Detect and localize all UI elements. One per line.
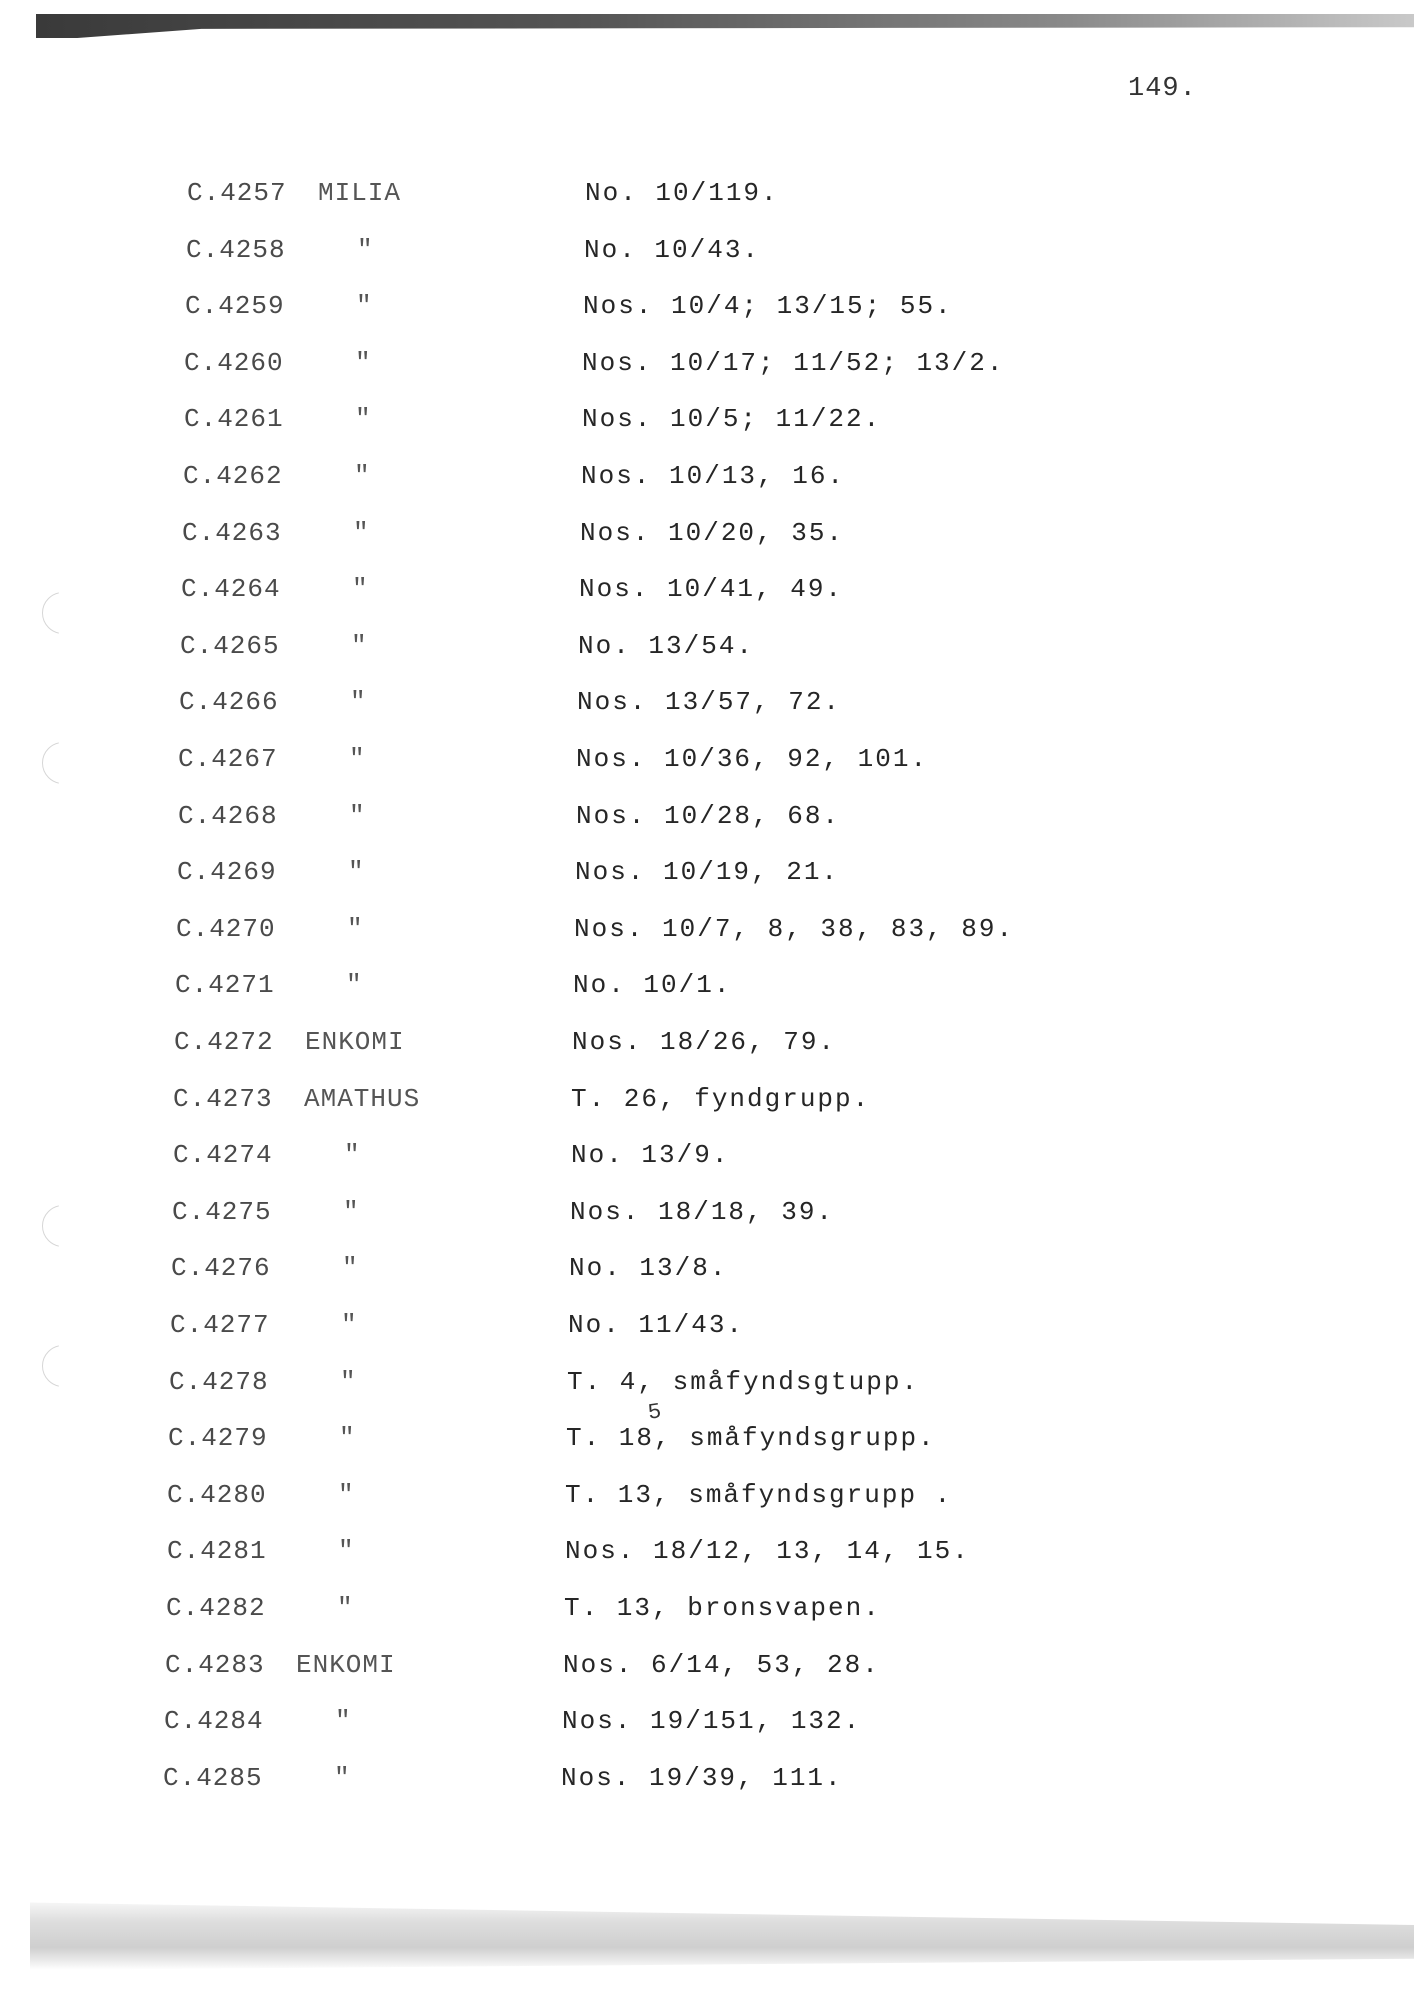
site-name: " [340, 1366, 357, 1397]
catalogue-number: C.4277 [170, 1310, 270, 1340]
catalogue-entry [0, 914, 1414, 954]
catalogue-entry [0, 291, 1414, 331]
catalogue-number: C.4260 [184, 347, 284, 378]
site-name: " [351, 630, 368, 661]
catalogue-number: C.4280 [167, 1479, 267, 1510]
site-name: " [350, 687, 367, 718]
site-name: " [347, 913, 364, 944]
catalogue-number: C.4258 [186, 234, 286, 265]
catalogue-entry [0, 687, 1414, 727]
catalogue-number: C.4259 [185, 291, 285, 322]
object-reference: No. 13/54. [578, 630, 755, 661]
site-name: " [357, 234, 374, 265]
object-reference: T. 13, småfyndsgrupp . [565, 1479, 953, 1510]
object-reference: Nos. 10/41, 49. [579, 574, 844, 605]
site-name: " [349, 800, 366, 831]
site-name: " [344, 1140, 361, 1171]
site-name: " [352, 574, 369, 605]
catalogue-entry [0, 235, 1414, 275]
handwritten-correction: 5 [646, 1399, 663, 1426]
catalogue-entry [0, 970, 1414, 1010]
site-name: " [346, 970, 363, 1001]
object-reference: No. 11/43. [568, 1310, 745, 1340]
catalogue-entry [0, 1253, 1414, 1293]
object-reference: Nos. 10/36, 92, 101. [576, 744, 929, 774]
catalogue-number: C.4285 [163, 1762, 263, 1793]
catalogue-entry [0, 1650, 1414, 1690]
catalogue-number: C.4265 [180, 630, 280, 661]
catalogue-number: C.4279 [168, 1423, 268, 1454]
page-number: 149. [1128, 74, 1197, 104]
catalogue-number: C.4282 [166, 1593, 266, 1623]
site-name: " [342, 1253, 359, 1284]
catalogue-entry [0, 1084, 1414, 1124]
catalogue-number: C.4274 [173, 1140, 273, 1171]
object-reference: No. 13/8. [569, 1253, 728, 1284]
catalogue-number: C.4266 [179, 687, 279, 718]
catalogue-entry [0, 1197, 1414, 1237]
site-name: " [355, 347, 372, 378]
object-reference: Nos. 6/14, 53, 28. [563, 1649, 880, 1680]
object-reference: Nos. 13/57, 72. [577, 687, 842, 718]
object-reference: T. 18, småfyndsgrupp. [566, 1423, 936, 1454]
object-reference: T. 13, bronsvapen. [564, 1593, 881, 1623]
catalogue-entry [0, 461, 1414, 501]
object-reference: Nos. 10/17; 11/52; 13/2. [582, 347, 1005, 378]
object-reference: Nos. 10/5; 11/22. [582, 404, 882, 435]
site-name: " [338, 1479, 355, 1510]
site-name: ENKOMI [305, 1027, 405, 1057]
object-reference: Nos. 18/12, 13, 14, 15. [565, 1536, 970, 1567]
object-reference: Nos. 10/20, 35. [580, 517, 845, 548]
object-reference: Nos. 18/26, 79. [572, 1027, 837, 1057]
catalogue-number: C.4264 [181, 574, 281, 605]
catalogue-number: C.4262 [183, 461, 283, 491]
object-reference: Nos. 10/7, 8, 38, 83, 89. [574, 913, 1015, 944]
catalogue-entry [0, 348, 1414, 388]
catalogue-number: C.4273 [173, 1083, 273, 1114]
catalogue-number: C.4272 [174, 1027, 274, 1057]
site-name: " [334, 1762, 351, 1793]
catalogue-entry [0, 631, 1414, 671]
site-name: " [356, 291, 373, 322]
object-reference: T. 4, småfyndsgtupp. [567, 1366, 920, 1397]
site-name: " [341, 1310, 358, 1340]
catalogue-entry [0, 574, 1414, 614]
catalogue-number: C.4261 [184, 404, 284, 435]
site-name: " [337, 1593, 354, 1623]
catalogue-number: C.4275 [172, 1196, 272, 1227]
object-reference: Nos. 10/28, 68. [576, 800, 841, 831]
catalogue-entry [0, 1593, 1414, 1633]
catalogue-number: C.4269 [177, 857, 277, 888]
catalogue-entry [0, 801, 1414, 841]
catalogue-entry [0, 1763, 1414, 1803]
catalogue-entry [0, 1536, 1414, 1576]
object-reference: Nos. 10/13, 16. [581, 461, 846, 491]
catalogue-entry [0, 1480, 1414, 1520]
catalogue-number: C.4268 [178, 800, 278, 831]
catalogue-entry [0, 178, 1414, 218]
object-reference: No. 10/43. [584, 234, 761, 265]
site-name: " [339, 1423, 356, 1454]
object-reference: Nos. 10/4; 13/15; 55. [583, 291, 953, 322]
site-name: " [338, 1536, 355, 1567]
catalogue-entry [0, 1367, 1414, 1407]
site-name: AMATHUS [304, 1083, 421, 1114]
object-reference: No. 10/1. [573, 970, 732, 1001]
catalogue-number: C.4283 [165, 1649, 265, 1680]
catalogue-number: C.4271 [175, 970, 275, 1001]
catalogue-entry [0, 857, 1414, 897]
catalogue-entry [0, 1706, 1414, 1746]
site-name: " [349, 744, 366, 774]
catalogue-entry [0, 1310, 1414, 1350]
site-name: " [353, 517, 370, 548]
catalogue-number: C.4263 [182, 517, 282, 548]
catalogue-number: C.4267 [178, 744, 278, 774]
object-reference: Nos. 18/18, 39. [570, 1196, 835, 1227]
catalogue-entry [0, 1027, 1414, 1067]
catalogue-entry [0, 1423, 1414, 1463]
catalogue-entry [0, 1140, 1414, 1180]
catalogue-number: C.4270 [176, 913, 276, 944]
object-reference: Nos. 19/151, 132. [562, 1706, 862, 1737]
catalogue-entry [0, 744, 1414, 784]
site-name: ENKOMI [296, 1649, 396, 1680]
object-reference: T. 26, fyndgrupp. [571, 1083, 871, 1114]
catalogue-number: C.4276 [171, 1253, 271, 1284]
site-name: " [355, 404, 372, 435]
catalogue-number: C.4284 [164, 1706, 264, 1737]
object-reference: Nos. 19/39, 111. [561, 1762, 843, 1793]
object-reference: No. 10/119. [585, 178, 779, 208]
catalogue-entry [0, 404, 1414, 444]
site-name: " [343, 1196, 360, 1227]
object-reference: Nos. 10/19, 21. [575, 857, 840, 888]
catalogue-number: C.4278 [169, 1366, 269, 1397]
object-reference: No. 13/9. [571, 1140, 730, 1171]
site-name: MILIA [318, 178, 402, 208]
site-name: " [335, 1706, 352, 1737]
catalogue-number: C.4257 [187, 178, 287, 208]
catalogue-number: C.4281 [167, 1536, 267, 1567]
site-name: " [348, 857, 365, 888]
catalogue-entry [0, 518, 1414, 558]
site-name: " [354, 461, 371, 491]
